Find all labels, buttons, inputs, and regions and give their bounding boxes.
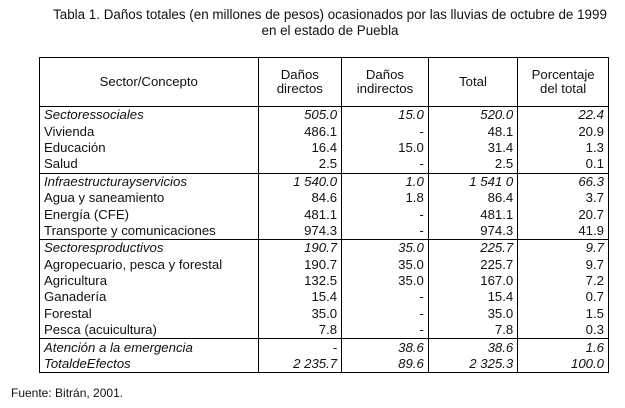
table-row — [40, 306, 609, 322]
cell-porcentaje: 9.7 — [518, 240, 609, 257]
header-porcentaje-line-2: del total — [540, 81, 587, 96]
header-row — [40, 58, 609, 107]
cell-danos-directos: 505.0 — [258, 107, 342, 124]
cell-danos-indirectos: - — [342, 123, 429, 139]
cell-porcentaje: 1.3 — [518, 140, 609, 156]
cell-danos-directos: 1 540.0 — [258, 173, 342, 190]
cell-concepto: Agua y saneamiento — [44, 190, 165, 206]
header-porcentaje — [518, 58, 609, 107]
cell-total: 225.7 — [428, 240, 517, 257]
cell-porcentaje: 22.4 — [518, 107, 609, 124]
cell-danos-directos: 481.1 — [258, 206, 342, 222]
cell-porcentaje: 66.3 — [518, 173, 609, 190]
table-row — [40, 156, 609, 173]
table-row — [40, 206, 609, 222]
table-title-line-2: en el estado de Puebla — [261, 23, 399, 38]
header-sector: Sector/Concepto — [40, 58, 259, 107]
table-row — [40, 223, 609, 240]
cell-porcentaje: 7.2 — [518, 273, 609, 289]
cell-total: 38.6 — [428, 339, 517, 356]
cell-concepto: Infraestructurayservicios — [40, 173, 259, 190]
source-note: Fuente: Bitrán, 2001. — [11, 386, 124, 400]
table-row — [40, 140, 609, 156]
cell-concepto: Ganadería — [44, 289, 107, 305]
cell-danos-indirectos: 35.0 — [342, 257, 429, 273]
cell-total: 15.4 — [428, 289, 517, 305]
cell-danos-indirectos: - — [342, 206, 429, 222]
table-body — [40, 107, 609, 373]
cell-danos-directos: 974.3 — [258, 223, 342, 240]
table-group-row — [40, 107, 609, 124]
cell-porcentaje: 20.7 — [518, 206, 609, 222]
cell-concepto: Agricultura — [44, 273, 108, 289]
cell-danos-indirectos: - — [342, 223, 429, 240]
cell-danos-directos: 35.0 — [258, 306, 342, 322]
cell-total: 2 325.3 — [428, 356, 517, 373]
cell-danos-indirectos: 35.0 — [342, 240, 429, 257]
cell-concepto: Vivienda — [44, 123, 95, 139]
cell-danos-directos: 190.7 — [258, 240, 342, 257]
table-group-row — [40, 173, 609, 190]
cell-danos-directos: 2.5 — [258, 156, 342, 173]
cell-total: 2.5 — [428, 156, 517, 173]
cell-danos-indirectos: 1.0 — [342, 173, 429, 190]
cell-danos-directos: 190.7 — [258, 257, 342, 273]
cell-porcentaje: 1.5 — [518, 306, 609, 322]
cell-concepto: Educación — [44, 139, 106, 155]
header-danos-directos — [258, 58, 342, 107]
table-row — [40, 289, 609, 305]
damages-table — [39, 57, 609, 373]
cell-danos-indirectos: - — [342, 289, 429, 305]
cell-porcentaje: 20.9 — [518, 123, 609, 139]
header-danos-indirectos-line-2: indirectos — [356, 81, 414, 96]
cell-total: 974.3 — [428, 223, 517, 240]
cell-total: 48.1 — [428, 123, 517, 139]
cell-concepto: Salud — [44, 156, 78, 172]
cell-porcentaje: 1.6 — [518, 339, 609, 356]
cell-concepto: TotaldeEfectos — [44, 356, 131, 372]
cell-total: 86.4 — [428, 190, 517, 206]
cell-danos-indirectos: 15.0 — [342, 107, 429, 124]
cell-porcentaje: 0.7 — [518, 289, 609, 305]
header-danos-directos-line-2: directos — [276, 81, 323, 96]
cell-danos-directos: 7.8 — [258, 322, 342, 339]
table-row — [40, 190, 609, 206]
cell-danos-indirectos: 15.0 — [342, 140, 429, 156]
cell-total: 7.8 — [428, 322, 517, 339]
header-total: Total — [428, 58, 517, 107]
header-danos-indirectos-line-1: Daños — [365, 67, 405, 82]
table-group-row — [40, 240, 609, 257]
cell-danos-indirectos: - — [342, 306, 429, 322]
cell-porcentaje: 41.9 — [518, 223, 609, 240]
cell-danos-indirectos: 35.0 — [342, 273, 429, 289]
cell-concepto: Energía (CFE) — [44, 206, 130, 222]
cell-concepto: Sectoresproductivos — [40, 240, 259, 257]
cell-porcentaje: 0.1 — [518, 156, 609, 173]
cell-danos-indirectos: 1.8 — [342, 190, 429, 206]
header-porcentaje-line-1: Porcentaje — [531, 67, 595, 82]
table-row — [40, 322, 609, 339]
cell-porcentaje: 100.0 — [518, 356, 609, 373]
cell-danos-directos: 84.6 — [258, 190, 342, 206]
header-danos-indirectos — [342, 58, 429, 107]
cell-danos-indirectos: - — [342, 156, 429, 173]
table-group-row — [40, 356, 609, 373]
cell-total: 520.0 — [428, 107, 517, 124]
cell-total: 225.7 — [428, 257, 517, 273]
table-title — [40, 7, 620, 39]
cell-danos-directos: 15.4 — [258, 289, 342, 305]
cell-danos-directos: 2 235.7 — [258, 356, 342, 373]
cell-concepto: Forestal — [44, 305, 92, 321]
cell-total: 167.0 — [428, 273, 517, 289]
table-row — [40, 123, 609, 139]
table-title-line-1: Tabla 1. Daños totales (en millones de pesos) ocasionados por las lluvias de octubre de 1999 — [53, 7, 607, 22]
cell-porcentaje: 9.7 — [518, 257, 609, 273]
cell-concepto: Pesca (acuicultura) — [44, 322, 157, 338]
cell-danos-indirectos: - — [342, 322, 429, 339]
cell-danos-directos: 16.4 — [258, 140, 342, 156]
cell-concepto: Agropecuario, pesca y forestal — [44, 256, 223, 272]
cell-danos-directos: - — [258, 339, 342, 356]
cell-total: 35.0 — [428, 306, 517, 322]
cell-danos-indirectos: 89.6 — [342, 356, 429, 373]
cell-concepto: Transporte y comunicaciones — [44, 222, 216, 238]
cell-porcentaje: 0.3 — [518, 322, 609, 339]
cell-danos-directos: 132.5 — [258, 273, 342, 289]
cell-total: 1 541 0 — [428, 173, 517, 190]
table-row — [40, 257, 609, 273]
cell-total: 31.4 — [428, 140, 517, 156]
table-group-row — [40, 339, 609, 356]
cell-danos-indirectos: 38.6 — [342, 339, 429, 356]
cell-danos-directos: 486.1 — [258, 123, 342, 139]
cell-concepto: Atención a la emergencia — [40, 339, 259, 356]
cell-total: 481.1 — [428, 206, 517, 222]
cell-porcentaje: 3.7 — [518, 190, 609, 206]
header-danos-directos-line-1: Daños — [280, 67, 319, 82]
cell-concepto: Sectoressociales — [44, 107, 144, 123]
table-row — [40, 273, 609, 289]
